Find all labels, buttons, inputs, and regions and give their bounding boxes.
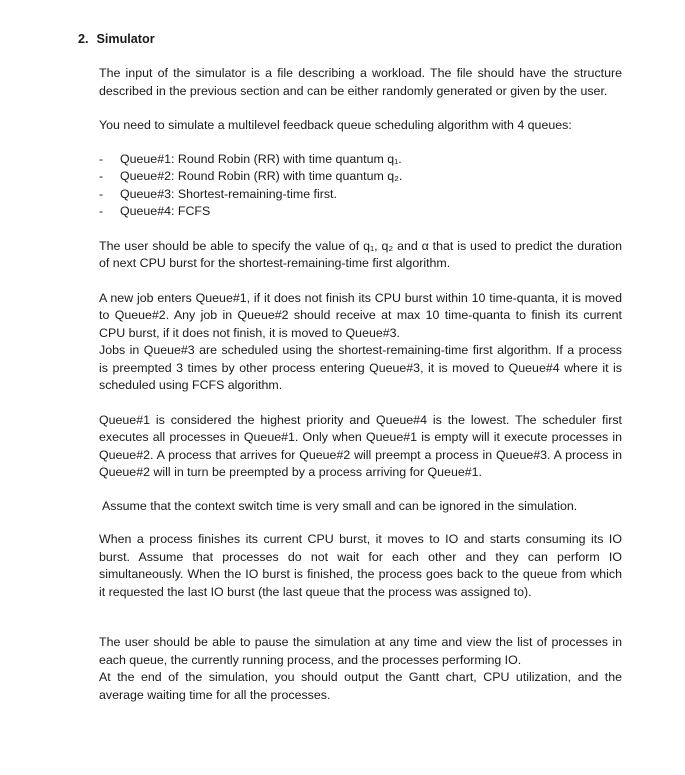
queue-item-text: Queue#2: Round Robin (RR) with time quantum q₂. — [120, 169, 403, 183]
bullet-dash: - — [99, 169, 104, 183]
paragraph-specify: The user should be able to specify the value of q₁, q₂ and α that is used to predict the duration of next CPU burst for the shortest-remaining-time first algorithm. — [99, 238, 622, 270]
paragraph-new-job: A new job enters Queue#1, if it does not finish its CPU burst within 10 time-quanta, it is moved to Queue#2. Any job in Queue#2 should receive at max 10 time-quanta to finish its current CPU burst, if it does not finish, it is moved to Queue#3. — [99, 290, 622, 340]
section-title: Simulator — [96, 32, 155, 46]
section-number: 2. — [78, 32, 89, 46]
paragraph-pause: The user should be able to pause the simulation at any time and view the list of processes in each queue, the currently running process, and the processes performing IO. — [99, 635, 622, 667]
paragraph-priority: Queue#1 is considered the highest priority and Queue#4 is the lowest. The scheduler first executes all processes in Queue#1. Only when Queue#1 is empty will it execute processes in Queue#2. A process that arrives for Queue#2 will preempt a process in Queue#3. A process in Queue#2 will in turn be preempted by a process arriving for Queue#1. — [99, 412, 622, 479]
queue-item-text: Queue#1: Round Robin (RR) with time quantum q₁. — [120, 151, 402, 166]
paragraph-io: When a process finishes its current CPU burst, it moves to IO and starts consuming its IO burst. Assume that processes do not wait for each other and they can perform IO simultaneously. When the IO burst is finished, the process goes back to the queue from which it requested the last IO burst (the last queue that the process was assigned to). — [99, 532, 622, 599]
section-heading — [78, 31, 155, 49]
list-item — [99, 151, 622, 169]
list-item — [99, 203, 622, 221]
queue-list — [99, 151, 622, 221]
paragraph-context-switch: Assume that the context switch time is very small and can be ignored in the simulation. — [102, 498, 578, 513]
bullet-dash: - — [99, 204, 104, 218]
paragraph-end: At the end of the simulation, you should output the Gantt chart, CPU utilization, and the average waiting time for all the processes. — [99, 670, 622, 702]
queue-item-text: Queue#3: Shortest-remaining-time first. — [120, 186, 337, 201]
bullet-dash: - — [99, 186, 104, 201]
queue-item-text: Queue#4: FCFS — [120, 204, 211, 218]
paragraph-queue3: Jobs in Queue#3 are scheduled using the shortest-remaining-time first algorithm. If a process is preempted 3 times by other process entering Queue#3, it is moved to Queue#4 where it is scheduled using FCFS algorithm. — [99, 343, 622, 392]
bullet-dash: - — [99, 151, 104, 166]
paragraph-simulate: You need to simulate a multilevel feedback queue scheduling algorithm with 4 queues: — [99, 118, 572, 132]
paragraph-input: The input of the simulator is a file describing a workload. The file should have the structure described in the previous section and can be either randomly generated or given by the user. — [99, 66, 622, 98]
list-item — [99, 168, 622, 186]
section-body — [99, 65, 622, 704]
list-item — [99, 186, 622, 204]
